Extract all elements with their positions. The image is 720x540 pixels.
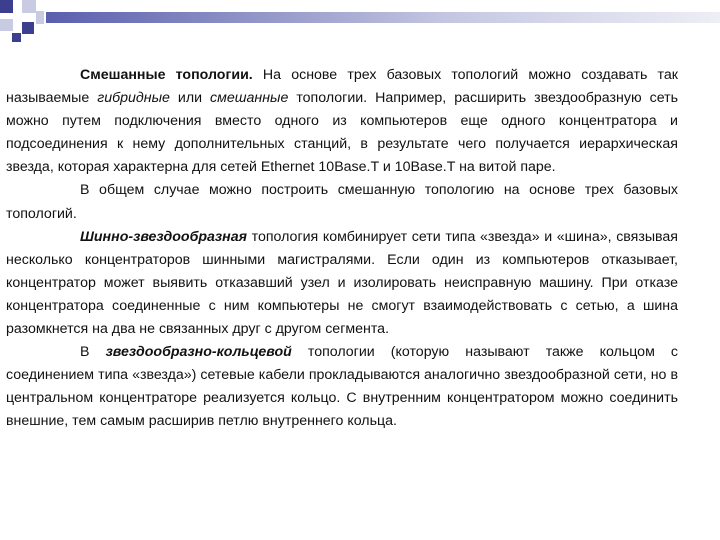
decor-square-2 <box>22 0 36 13</box>
paragraph-general-case <box>6 179 678 225</box>
decor-square-3 <box>0 19 13 31</box>
term-mixed: смешанные <box>210 90 289 107</box>
term-bus-star: Шинно-звездообразная <box>80 228 247 245</box>
decor-square-1 <box>0 0 13 13</box>
term-hybrid: гибридные <box>97 90 170 107</box>
decor-square-5 <box>12 33 21 42</box>
slide-header-decoration <box>0 0 720 46</box>
term-mixed-topologies: Смешанные топологии. <box>80 67 253 83</box>
paragraph-bus-star <box>6 226 678 341</box>
header-gradient-bar <box>46 12 720 23</box>
text-run: или <box>169 90 211 107</box>
document-body <box>6 64 678 434</box>
text-run: топологии (которую называют также кольцом с соединением типа «звезда») сетевые кабели прокладываются аналогично звездообразной сети, но в центральном концентраторе реализуется кольцо. С внутренним концентратором можно соединить внешние, тем самым расширив петлю внутреннего кольца. <box>6 344 679 430</box>
decor-square-4 <box>22 22 34 34</box>
paragraph-mixed-topologies <box>6 64 678 179</box>
text-run: В общем случае можно построить смешанную топологию на основе трех базовых топологий. <box>6 182 678 222</box>
text-run: топология комбинирует сети типа «звезда» и «шина», связывая несколько концентраторов шинными магистралями. Если один из компьютеров отказывает, концентратор может выявить отказавший узел и изолировать неисправную машину. При отказе концентратора соединенные с ним компьютеры не смогут взаимодействовать с сетью, а шина разомкнется на два не связанных друг с другом сегмента. <box>6 228 678 338</box>
text-run: На основе трех базовых топологий можно создавать так называемые <box>6 67 678 107</box>
text-run: топологии. Например, расширить звездообразную сеть можно путем подключения вместо одного из компьютеров еще одного концентратора и подсоединения к нему дополнительных станций, в результате чего получается иерархическая звезда, которая характерна для сетей Ethernet 10Base.T и 10Base.T на витой паре. <box>6 90 678 176</box>
text-run: В <box>80 344 106 361</box>
term-star-ring: звездообразно-кольцевой <box>105 344 292 361</box>
decor-square-6 <box>36 11 44 24</box>
paragraph-star-ring <box>6 341 678 433</box>
